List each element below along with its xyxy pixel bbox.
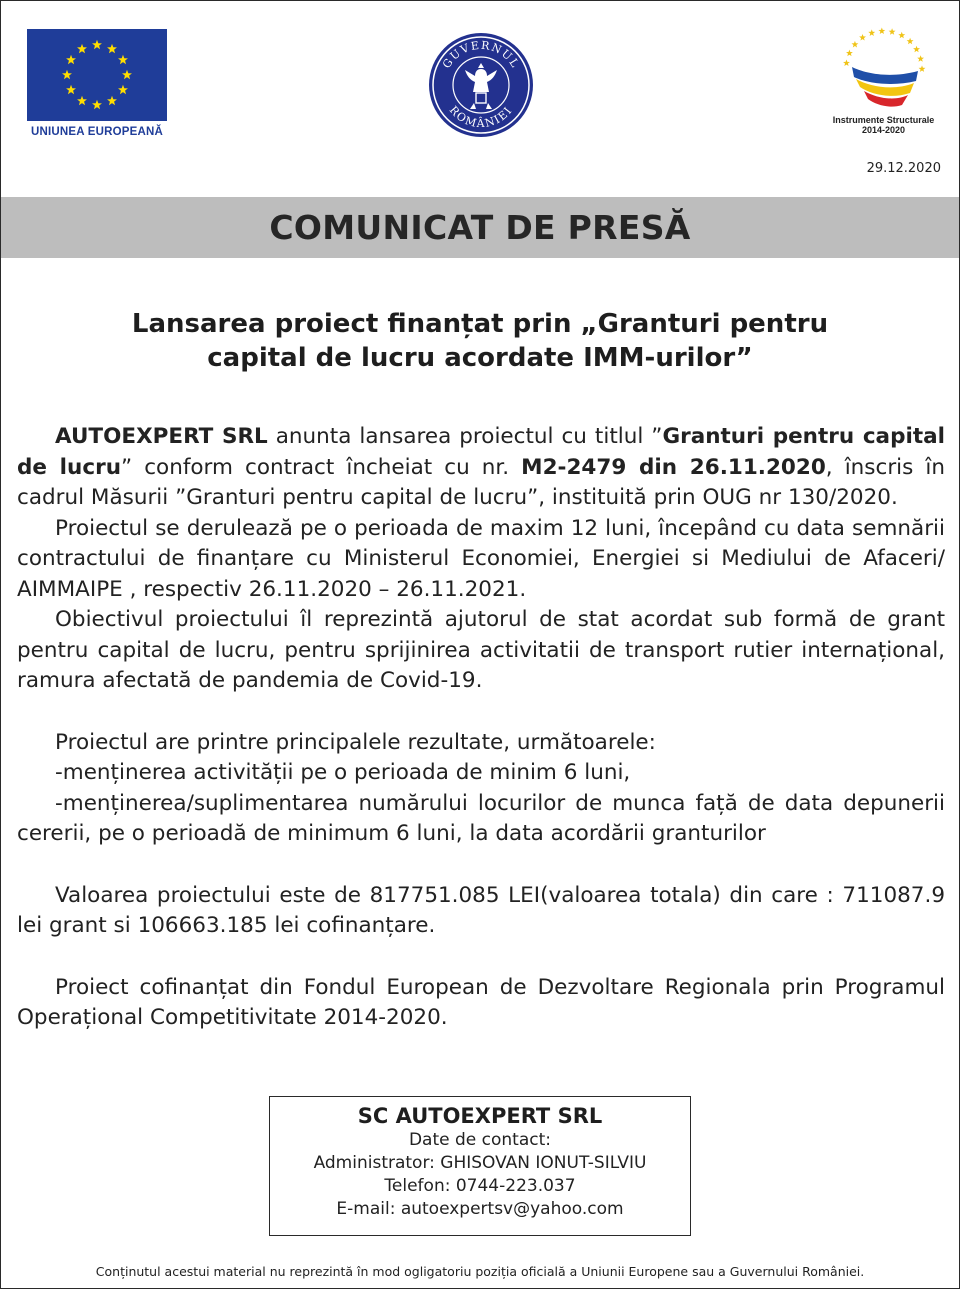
eu-logo <box>27 29 167 138</box>
title-band <box>1 197 959 258</box>
contract-number: M2-2479 din 26.11.2020 <box>521 454 826 480</box>
is-star-icon <box>898 32 905 39</box>
announcement-text-3: , înscris în cadrul Măsurii ”Granturi pentru capital de lucru”, instituită prin OUG nr 130/2020. <box>17 454 945 510</box>
is-star-icon <box>843 59 850 66</box>
subtitle-line2: capital de lucru acordate IMM-urilor” <box>207 343 753 373</box>
is-caption-line1: Instrumente Structurale <box>832 115 935 125</box>
paragraph-value: Valoarea proiectului este de 817751.085 LEI(valoarea totala) din care : 711087.9 lei grant si 106663.185 lei cofinanțare. <box>17 882 945 938</box>
company-name: AUTOEXPERT SRL <box>55 424 268 449</box>
is-star-icon <box>868 29 875 36</box>
is-star-icon <box>917 55 924 62</box>
is-star-icon <box>888 28 895 35</box>
eu-caption: UNIUNEA EUROPEANĂ <box>30 126 164 138</box>
contact-administrator: Administrator: GHISOVAN IONUT-SILVIU <box>313 1153 647 1173</box>
page-title: COMUNICAT DE PRESĂ <box>269 208 691 247</box>
contact-box <box>269 1096 691 1236</box>
release-date: 29.12.2020 <box>866 161 941 176</box>
is-star-icon <box>913 46 920 53</box>
is-star-icon <box>859 34 866 41</box>
is-star-icon <box>878 27 885 34</box>
project-title: Granturi pentru capital de lucru <box>17 424 945 480</box>
paragraph-duration: Proiectul se derulează pe o perioada de maxim 12 luni, începând cu data semnării contractului de finanțare cu Ministerul Economiei, Energiei si Mediului de Afaceri/ AIMMAIPE , respectiv 26.11.2020 – 26.11.2021. <box>17 515 945 602</box>
contact-company: SC AUTOEXPERT SRL <box>357 1104 603 1128</box>
footer-disclaimer: Conținutul acestui material nu reprezintă în mod ogligatoriu poziția oficială a Uniunii Europene sau a Guvernului României. <box>95 1264 865 1279</box>
eu-flag-icon <box>27 29 167 121</box>
project-subtitle <box>61 307 899 375</box>
is-star-icon <box>918 65 925 72</box>
release-body <box>17 422 945 1034</box>
structural-instruments-icon <box>834 23 934 115</box>
result-item: -menținerea activității pe o perioada de minim 6 luni, <box>55 760 631 785</box>
paragraph-announcement <box>17 422 945 514</box>
paragraph-objective: Obiectivul proiectului îl reprezintă ajutorul de stat acordat sub formă de grant pentru capital de lucru, pentru sprijinirea activitatii de transport rutier internațional, ramura afectată de pandemia de Covid-19. <box>17 607 945 693</box>
contact-heading: Date de contact: <box>408 1130 552 1150</box>
announcement-text-2: ” conform contract încheiat cu nr. <box>121 454 522 480</box>
announcement-text-1: anunta lansarea proiectul cu titlul ” <box>267 424 663 449</box>
is-star-icon <box>906 38 913 45</box>
contact-phone: Telefon: 0744-223.037 <box>384 1176 576 1196</box>
romanian-government-seal-icon <box>427 31 535 139</box>
is-caption-line2: 2014-2020 <box>861 125 906 135</box>
result-item: -menținerea/suplimentarea numărului locurilor de munca față de data depunerii cererii, pe o perioadă de minimum 6 luni, la data acordării granturilor <box>17 790 945 846</box>
structural-instruments-caption <box>821 115 946 135</box>
is-star-icon <box>846 50 853 57</box>
seal-ring-top-text: GUVERNUL <box>439 38 523 71</box>
seal-ring-bottom-text: ROMÂNIEI <box>446 103 516 131</box>
structural-instruments-logo <box>821 23 946 135</box>
contact-email: E-mail: autoexpertsv@yahoo.com <box>336 1199 624 1219</box>
is-star-icon <box>851 41 858 48</box>
paragraph-cofinancing: Proiect cofinanțat din Fondul European de Dezvoltare Regionala prin Programul Operațional Competitivitate 2014-2020. <box>17 974 945 1030</box>
subtitle-line1: Lansarea proiect finanțat prin „Granturi pentru <box>131 309 829 339</box>
paragraph-results-intro: Proiectul are printre principalele rezultate, următoarele: <box>55 729 656 755</box>
